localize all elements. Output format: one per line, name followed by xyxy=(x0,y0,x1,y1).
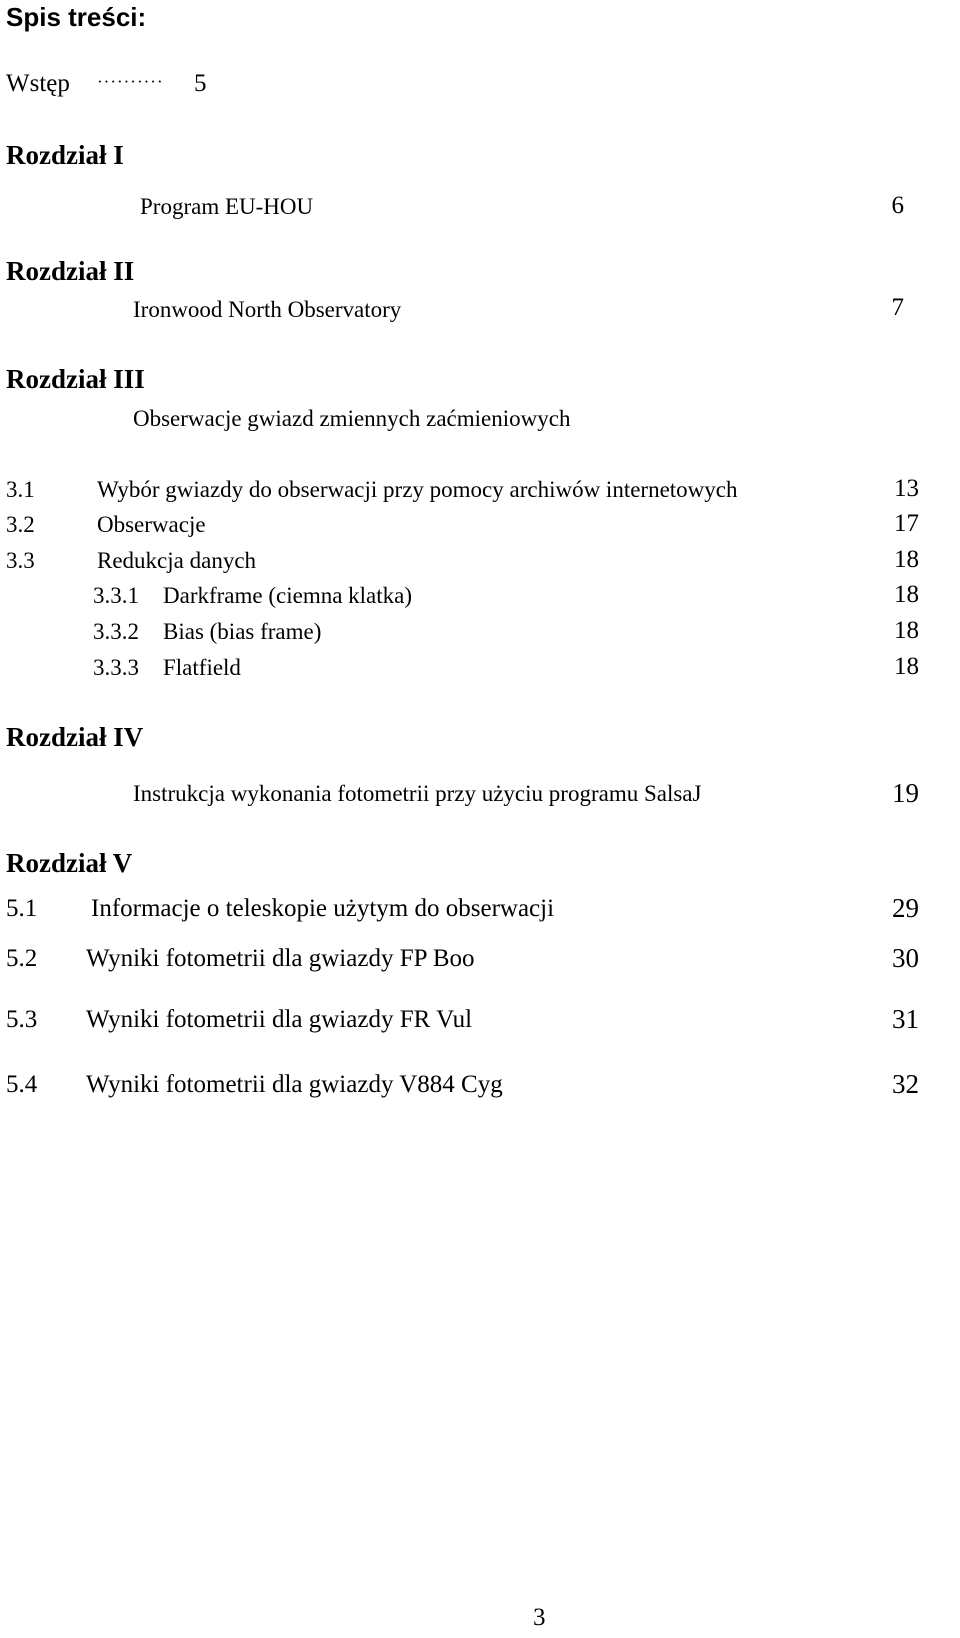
toc-item-number: 5.3 xyxy=(6,1006,38,1033)
page-number: 3 xyxy=(533,1604,546,1631)
toc-item-label: Darkframe (ciemna klatka) xyxy=(163,583,413,608)
toc-item-page: 18 xyxy=(894,546,919,573)
chapter-4-entry: Instrukcja wykonania fotometrii przy użyciu programu SalsaJ xyxy=(133,781,702,806)
toc-item-number: 3.1 xyxy=(6,477,35,502)
chapter-2-heading: Rozdział II xyxy=(6,256,135,286)
toc-item-page: 18 xyxy=(894,617,919,644)
toc-item-label: Obserwacje xyxy=(97,512,206,537)
chapter-2-entry: Ironwood North Observatory xyxy=(133,297,402,322)
toc-item-label: Flatfield xyxy=(163,655,241,680)
chapter-4-heading: Rozdział IV xyxy=(6,722,144,752)
toc-item-page: 17 xyxy=(894,510,919,537)
toc-item-number: 3.3 xyxy=(6,548,35,573)
toc-item-page: 18 xyxy=(894,653,919,680)
chapter-4-page: 19 xyxy=(892,778,919,808)
toc-item-label: Wybór gwiazdy do obserwacji przy pomocy archiwów internetowych xyxy=(97,477,738,502)
toc-item-page: 18 xyxy=(894,581,919,608)
toc-item-number: 5.4 xyxy=(6,1071,38,1098)
toc-item-number: 3.3.3 xyxy=(93,655,139,680)
toc-item-label: Wyniki fotometrii dla gwiazdy V884 Cyg xyxy=(86,1071,503,1098)
toc-item-label: Bias (bias frame) xyxy=(163,619,322,644)
toc-item-page: 13 xyxy=(894,475,919,502)
toc-item-number: 3.3.1 xyxy=(93,583,139,608)
toc-item-page: 30 xyxy=(892,943,919,973)
toc-item-number: 5.2 xyxy=(6,945,38,972)
chapter-1-entry: Program EU-HOU xyxy=(140,194,314,219)
chapter-3-subtitle: Obserwacje gwiazd zmiennych zaćmieniowych xyxy=(133,406,571,431)
toc-item-label: Wyniki fotometrii dla gwiazdy FP Boo xyxy=(86,945,475,972)
toc-title: Spis treści: xyxy=(6,2,147,32)
toc-item-page: 31 xyxy=(892,1004,919,1034)
chapter-1-page: 6 xyxy=(891,192,904,219)
toc-item-label: Wyniki fotometrii dla gwiazdy FR Vul xyxy=(86,1006,473,1033)
chapter-3-heading: Rozdział III xyxy=(6,364,145,394)
toc-item-number: 5.1 xyxy=(6,895,38,922)
toc-intro-label: Wstęp xyxy=(6,70,70,97)
toc-item-label: Informacje o teleskopie użytym do obserwacji xyxy=(91,895,555,922)
toc-item-page: 29 xyxy=(892,893,919,923)
chapter-2-page: 7 xyxy=(891,294,904,321)
toc-item-page: 32 xyxy=(892,1069,919,1099)
chapter-5-heading: Rozdział V xyxy=(6,848,133,878)
chapter-1-heading: Rozdział I xyxy=(6,140,124,170)
toc-item-number: 3.2 xyxy=(6,512,35,537)
toc-item-label: Redukcja danych xyxy=(97,548,257,573)
toc-intro-page: 5 xyxy=(194,70,207,97)
toc-intro-dots: ·········· xyxy=(97,72,164,91)
toc-item-number: 3.3.2 xyxy=(93,619,139,644)
